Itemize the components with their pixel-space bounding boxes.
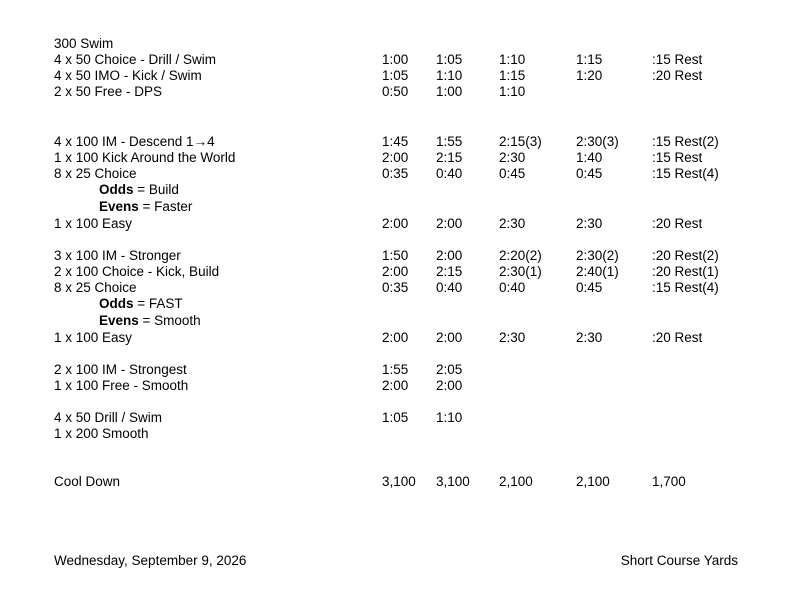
row-description: 1 x 100 Free - Smooth (54, 378, 189, 393)
workout-row (0, 264, 792, 280)
workout-row (0, 84, 792, 100)
interval-col-1: 1:05 (382, 410, 409, 425)
subnote (99, 296, 183, 312)
interval-col-1: 1:55 (382, 362, 409, 377)
interval-col-1: 0:35 (382, 166, 409, 181)
row-description: 1 x 200 Smooth (54, 426, 149, 441)
workout-row (0, 134, 792, 150)
interval-col-1: 1:05 (382, 68, 409, 83)
interval-col-3: 2:30 (499, 216, 526, 231)
interval-col-4: 1:20 (576, 68, 603, 83)
row-description: 4 x 50 Choice - Drill / Swim (54, 52, 217, 67)
footer-course: Short Course Yards (620, 553, 738, 568)
interval-col-2: 2:00 (436, 378, 463, 393)
workout-row (0, 150, 792, 166)
subnote-text: = Faster (138, 199, 193, 214)
interval-col-2: 2:00 (436, 216, 463, 231)
subnote-text: = FAST (133, 296, 183, 311)
interval-col-3: 2:30 (499, 150, 526, 165)
workout-subnote (0, 199, 792, 215)
interval-col-5: :15 Rest(2) (652, 134, 719, 149)
row-description: 3 x 100 IM - Stronger (54, 248, 181, 263)
row-description: 2 x 100 Choice - Kick, Build (54, 264, 220, 279)
interval-col-1: 2:00 (382, 330, 409, 345)
interval-col-2: 1:05 (436, 52, 463, 67)
interval-col-3: 2:30 (499, 330, 526, 345)
row-description: 4 x 50 IMO - Kick / Swim (54, 68, 202, 83)
interval-col-5: :20 Rest (652, 330, 703, 345)
interval-col-5: :15 Rest(4) (652, 166, 719, 181)
workout-row (0, 426, 792, 442)
interval-col-4: 2:30 (576, 216, 603, 231)
interval-col-2: 1:55 (436, 134, 463, 149)
subnote-label: Odds (99, 182, 134, 197)
workout-row (0, 36, 792, 52)
row-description: 8 x 25 Choice (54, 280, 137, 295)
subnote-label: Evens (99, 313, 139, 328)
row-description: 2 x 50 Free - DPS (54, 84, 163, 99)
workout-subnote (0, 296, 792, 312)
interval-col-4: 0:45 (576, 280, 603, 295)
interval-col-3: 1:15 (499, 68, 526, 83)
interval-col-5: :20 Rest (652, 216, 703, 231)
row-description: 1 x 100 Kick Around the World (54, 150, 236, 165)
subnote-label: Odds (99, 296, 134, 311)
interval-col-1: 1:00 (382, 52, 409, 67)
interval-col-1: 1:50 (382, 248, 409, 263)
interval-col-3: 1:10 (499, 52, 526, 67)
interval-col-5: :15 Rest(4) (652, 280, 719, 295)
interval-col-3: 2:15(3) (499, 134, 542, 149)
interval-col-5: :15 Rest (652, 52, 703, 67)
workout-row (0, 378, 792, 394)
totals-row (0, 474, 792, 490)
interval-col-2: 2:00 (436, 248, 463, 263)
workout-row (0, 52, 792, 68)
interval-col-1: 1:45 (382, 134, 409, 149)
interval-col-1: 0:50 (382, 84, 409, 99)
row-description: 4 x 50 Drill / Swim (54, 410, 163, 425)
interval-col-2: 0:40 (436, 166, 463, 181)
interval-col-2: 1:10 (436, 68, 463, 83)
workout-subnote (0, 182, 792, 198)
interval-col-1: 2:00 (382, 216, 409, 231)
interval-col-1: 2:00 (382, 378, 409, 393)
workout-row (0, 216, 792, 232)
workout-row (0, 362, 792, 378)
workout-row (0, 248, 792, 264)
interval-col-3: 0:40 (499, 280, 526, 295)
footer-date: Wednesday, September 9, 2026 (54, 553, 247, 568)
interval-col-2: 2:05 (436, 362, 463, 377)
total-col-5: 1,700 (652, 474, 686, 489)
interval-col-2: 1:10 (436, 410, 463, 425)
subnote (99, 182, 179, 198)
row-description: 300 Swim (54, 36, 114, 51)
subnote-text: = Build (133, 182, 179, 197)
interval-col-3: 2:20(2) (499, 248, 542, 263)
subnote-label: Evens (99, 199, 139, 214)
workout-row (0, 166, 792, 182)
row-description: Cool Down (54, 474, 121, 489)
interval-col-1: 0:35 (382, 280, 409, 295)
interval-col-5: :20 Rest (652, 68, 703, 83)
workout-row (0, 410, 792, 426)
interval-col-4: 2:30(2) (576, 248, 619, 263)
total-col-2: 3,100 (436, 474, 470, 489)
interval-col-2: 1:00 (436, 84, 463, 99)
interval-col-3: 1:10 (499, 84, 526, 99)
interval-col-5: :20 Rest(2) (652, 248, 719, 263)
interval-col-3: 2:30(1) (499, 264, 542, 279)
interval-col-2: 2:15 (436, 264, 463, 279)
interval-col-5: :20 Rest(1) (652, 264, 719, 279)
row-description: 2 x 100 IM - Strongest (54, 362, 187, 377)
interval-col-4: 1:40 (576, 150, 603, 165)
interval-col-2: 2:00 (436, 330, 463, 345)
interval-col-4: 2:40(1) (576, 264, 619, 279)
workout-row (0, 330, 792, 346)
interval-col-2: 0:40 (436, 280, 463, 295)
total-col-3: 2,100 (499, 474, 533, 489)
interval-col-4: 2:30 (576, 330, 603, 345)
interval-col-2: 2:15 (436, 150, 463, 165)
interval-col-4: 1:15 (576, 52, 603, 67)
workout-row (0, 68, 792, 84)
row-description: 1 x 100 Easy (54, 330, 133, 345)
interval-col-3: 0:45 (499, 166, 526, 181)
row-description: 4 x 100 IM - Descend 1→4 (54, 134, 215, 149)
interval-col-1: 2:00 (382, 264, 409, 279)
total-col-1: 3,100 (382, 474, 416, 489)
subnote-text: = Smooth (138, 313, 201, 328)
interval-col-4: 0:45 (576, 166, 603, 181)
subnote (99, 313, 201, 329)
workout-subnote (0, 313, 792, 329)
row-description: 8 x 25 Choice (54, 166, 137, 181)
interval-col-1: 2:00 (382, 150, 409, 165)
subnote (99, 199, 192, 215)
interval-col-4: 2:30(3) (576, 134, 619, 149)
row-description: 1 x 100 Easy (54, 216, 133, 231)
workout-row (0, 280, 792, 296)
interval-col-5: :15 Rest (652, 150, 703, 165)
total-col-4: 2,100 (576, 474, 610, 489)
